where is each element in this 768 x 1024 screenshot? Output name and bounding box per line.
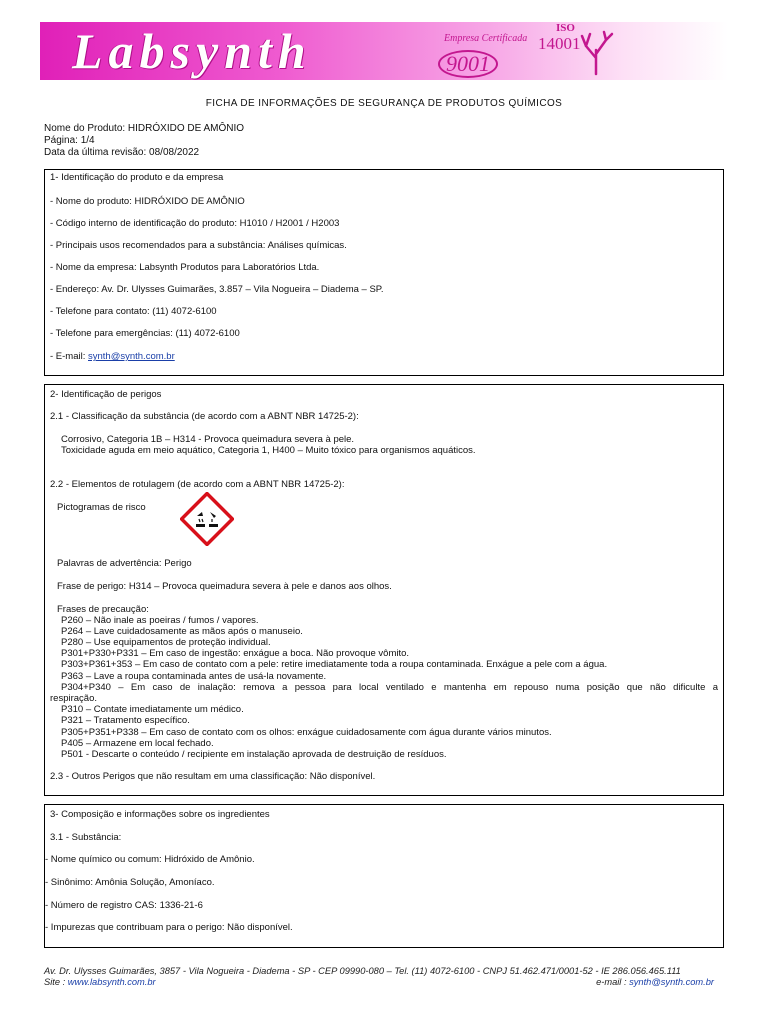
email-link[interactable]: synth@synth.com.br	[88, 351, 175, 362]
precaution-line-p304: P304+P340 – Em caso de inalação: remova a pessoa para local ventilado e mantenha em repouso numa posição que não dificulte a	[61, 682, 718, 693]
signal-word: Palavras de advertência: Perigo	[57, 558, 192, 569]
pictogram-label: Pictogramas de risco	[57, 502, 146, 513]
footer-address: Av. Dr. Ulysses Guimarães, 3857 - Vila Nogueira - Diadema - SP - CEP 09990-080 – Tel. (11) 4072-6100 - CNPJ 51.462.471/0001-52 - IE 286.056.465.111	[44, 966, 681, 976]
site-label: Site :	[44, 977, 68, 987]
document-title: FICHA DE INFORMAÇÕES DE SEGURANÇA DE PRODUTOS QUÍMICOS	[205, 98, 563, 109]
precaution-line: P301+P330+P331 – Em caso de ingestão: enxágue a boca. Não provoque vômito.	[61, 648, 410, 659]
page-number: Página: 1/4	[44, 135, 95, 146]
precaution-line: P305+P351+P338 – Em caso de contato com os olhos: enxágue cuidadosamente com água durante vários minutos.	[61, 727, 552, 738]
precaution-line: P303+P361+353 – Em caso de contato com a pele: retire imediatamente toda a roupa contaminada. Enxágue a pele com a água.	[61, 659, 608, 670]
section-1-line: - Nome da empresa: Labsynth Produtos para Laboratórios Ltda.	[50, 262, 320, 273]
section-1-line: - Código interno de identificação do produto: H1010 / H2001 / H2003	[50, 218, 340, 229]
classification-line: Toxicidade aguda em meio aquático, Categoria 1, H400 – Muito tóxico para organismos aquáticos.	[61, 445, 476, 456]
section-3-line: - Número de registro CAS: 1336-21-6	[45, 900, 203, 911]
cert-label: Empresa Certificada	[444, 33, 528, 44]
precaution-line: P260 – Não inale as poeiras / fumos / vapores.	[61, 615, 259, 626]
precaution-line: P310 – Contate imediatamente um médico.	[61, 704, 244, 715]
site-link[interactable]: www.labsynth.com.br	[67, 977, 156, 987]
section-1-title: 1- Identificação do produto e da empresa	[50, 172, 224, 183]
section-3-line: - Sinônimo: Amônia Solução, Amoníaco.	[45, 877, 215, 888]
brand-logo: Labsynth	[72, 23, 312, 79]
section-3-line: - Nome químico ou comum: Hidróxido de Amônio.	[45, 854, 255, 865]
corrosive-pictogram-icon	[180, 492, 234, 546]
section-2-1-title: 2.1 - Classificação da substância (de acordo com a ABNT NBR 14725-2):	[50, 411, 359, 422]
precaution-line: P321 – Tratamento específico.	[61, 715, 190, 726]
classification-line: Corrosivo, Categoria 1B – H314 - Provoca queimadura severa à pele.	[61, 434, 355, 445]
hazard-phrase: Frase de perigo: H314 – Provoca queimadura severa à pele e danos aos olhos.	[57, 581, 392, 592]
email-label: - E-mail:	[50, 351, 88, 362]
section-3-box	[44, 804, 724, 948]
iso-number: 14001	[538, 34, 581, 53]
email-row	[50, 351, 175, 363]
section-1-line: - Principais usos recomendados para a substância: Análises químicas.	[50, 240, 347, 251]
precaution-line: P280 – Use equipamentos de proteção individual.	[61, 637, 271, 648]
section-1-line: - Endereço: Av. Dr. Ulysses Guimarães, 3.857 – Vila Nogueira – Diadema – SP.	[50, 284, 384, 295]
section-2-2-title: 2.2 - Elementos de rotulagem (de acordo com a ABNT NBR 14725-2):	[50, 479, 345, 490]
revision-date: Data da última revisão: 08/08/2022	[44, 147, 200, 158]
document-meta	[44, 123, 244, 159]
precaution-line-p304-cont: respiração.	[50, 693, 97, 704]
cert-number: 9001	[438, 50, 498, 78]
precaution-line: P264 – Lave cuidadosamente as mãos após o manuseio.	[61, 626, 303, 637]
footer-email-label: e-mail :	[596, 977, 630, 987]
product-name: Nome do Produto: HIDRÓXIDO DE AMÔNIO	[44, 123, 245, 134]
precaution-line: P363 – Lave a roupa contaminada antes de usá-la novamente.	[61, 671, 327, 682]
footer-email-link[interactable]: synth@synth.com.br	[629, 977, 714, 987]
footer-email-row	[596, 977, 714, 987]
section-1-box	[44, 169, 724, 376]
section-3-1-title: 3.1 - Substância:	[50, 832, 122, 843]
precaution-title: Frases de precaução:	[57, 604, 149, 615]
tree-icon	[578, 28, 614, 76]
section-1-line: - Telefone para contato: (11) 4072-6100	[50, 306, 217, 317]
section-2-box	[44, 384, 724, 796]
precaution-line: P405 – Armazene em local fechado.	[61, 738, 214, 749]
footer-links	[44, 977, 719, 987]
section-1-line: - Telefone para emergências: (11) 4072-6100	[50, 328, 240, 339]
iso-label: ISO	[556, 22, 575, 34]
section-1-line: - Nome do produto: HIDRÓXIDO DE AMÔNIO	[50, 196, 245, 207]
section-3-title: 3- Composição e informações sobre os ingredientes	[50, 809, 270, 820]
section-3-line: - Impurezas que contribuam para o perigo: Não disponível.	[45, 922, 293, 933]
section-2-3: 2.3 - Outros Perigos que não resultam em uma classificação: Não disponível.	[50, 771, 376, 782]
section-2-title: 2- Identificação de perigos	[50, 389, 162, 400]
precaution-line: P501 - Descarte o conteúdo / recipiente em instalação aprovada de destruição de resíduos.	[61, 749, 447, 760]
